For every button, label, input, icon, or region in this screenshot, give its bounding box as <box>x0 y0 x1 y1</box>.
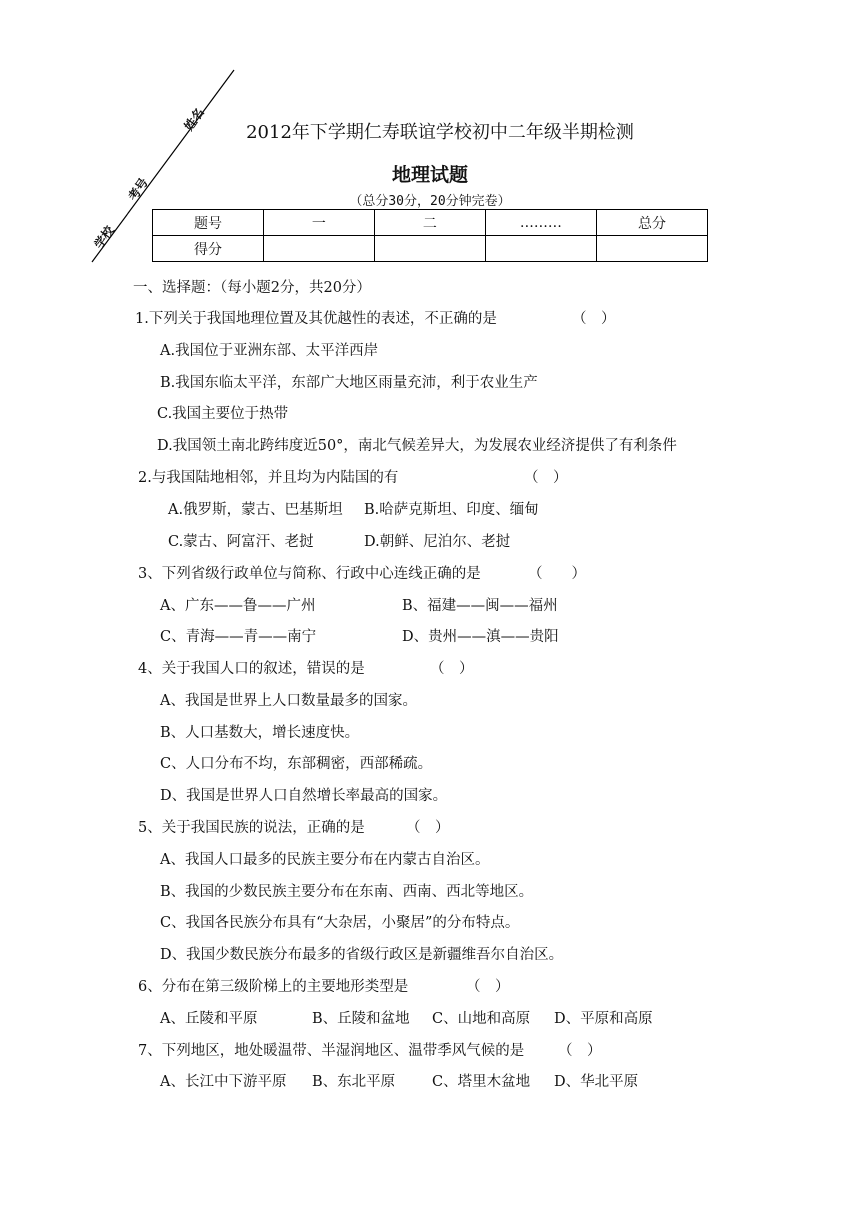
answer-blank[interactable]: （ ） <box>524 470 568 486</box>
option-c: C、人口分布不均，东部稠密，西部稀疏。 <box>160 756 433 772</box>
option-c: C、青海——青——南宁 <box>160 629 317 645</box>
answer-blank[interactable]: （ ） <box>430 661 474 677</box>
option-b: B.我国东临太平洋，东部广大地区雨量充沛，利于农业生产 <box>160 375 538 391</box>
question-stem: 5、关于我国民族的说法，正确的是 <box>138 820 365 836</box>
section-heading: 一、选择题：（每小题2分，共20分） <box>133 280 371 296</box>
option-a: A、长江中下游平原 <box>160 1074 287 1090</box>
score-cell[interactable] <box>374 236 485 262</box>
option-b: B、东北平原 <box>312 1074 396 1090</box>
question-stem: 3、下列省级行政单位与简称、行政中心连线正确的是 <box>138 566 481 582</box>
option-d: D、贵州——滇——贵阳 <box>402 629 559 645</box>
option-a: A、广东——鲁——广州 <box>160 598 316 614</box>
answer-blank[interactable]: （ ） <box>466 979 510 995</box>
option-c: C、山地和高原 <box>432 1011 531 1027</box>
option-b: B、福建——闽——福州 <box>402 598 558 614</box>
answer-blank[interactable]: （ ） <box>558 1043 602 1059</box>
header-cell: ……… <box>485 210 596 236</box>
exam-note: （总分30分，20分钟完卷） <box>349 194 511 209</box>
option-c: C、塔里木盆地 <box>432 1074 531 1090</box>
option-a: A.我国位于亚洲东部、太平洋西岸 <box>160 343 379 359</box>
option-d: D、我国是世界人口自然增长率最高的国家。 <box>160 788 448 804</box>
option-b: B、丘陵和盆地 <box>312 1011 410 1027</box>
option-b: B.哈萨克斯坦、印度、缅甸 <box>364 502 539 518</box>
option-c: C、我国各民族分布具有“大杂居，小聚居”的分布特点。 <box>160 915 520 931</box>
question-stem: 4、关于我国人口的叙述，错误的是 <box>138 661 365 677</box>
exam-title: 2012年下学期仁寿联谊学校初中二年级半期检测 <box>246 122 634 143</box>
score-cell[interactable] <box>485 236 596 262</box>
option-c: C.我国主要位于热带 <box>157 406 289 422</box>
header-cell: 总分 <box>597 210 708 236</box>
answer-blank[interactable]: （ ） <box>406 820 450 836</box>
question-stem: 6、分布在第三级阶梯上的主要地形类型是 <box>138 979 409 995</box>
option-a: A.俄罗斯，蒙古、巴基斯坦 <box>168 502 343 518</box>
score-cell[interactable] <box>263 236 374 262</box>
row-label-cell: 得分 <box>153 236 264 262</box>
question-stem: 7、下列地区，地处暖温带、半湿润地区、温带季风气候的是 <box>138 1043 525 1059</box>
option-b: B、人口基数大，增长速度快。 <box>160 725 360 741</box>
option-d: D.朝鲜、尼泊尔、老挝 <box>364 534 511 550</box>
question-stem: 1.下列关于我国地理位置及其优越性的表述，不正确的是 <box>135 311 497 327</box>
score-table-header-row <box>153 210 708 236</box>
option-a: A、我国是世界上人口数量最多的国家。 <box>160 693 417 709</box>
option-a: A、丘陵和平原 <box>160 1011 258 1027</box>
answer-blank[interactable]: （ ） <box>572 311 616 327</box>
exam-number-label: 考号 <box>125 175 151 204</box>
option-b: B、我国的少数民族主要分布在东南、西南、西北等地区。 <box>160 884 534 900</box>
name-label: 姓名 <box>181 105 207 134</box>
option-d: D.我国领土南北跨纬度近50°，南北气候差异大，为发展农业经济提供了有利条件 <box>157 438 677 454</box>
score-cell[interactable] <box>597 236 708 262</box>
question-stem: 2.与我国陆地相邻，并且均为内陆国的有 <box>138 470 399 486</box>
score-table-score-row <box>153 236 708 262</box>
option-d: D、平原和高原 <box>554 1011 653 1027</box>
answer-blank[interactable]: （ ） <box>528 566 586 582</box>
option-d: D、我国少数民族分布最多的省级行政区是新疆维吾尔自治区。 <box>160 947 564 963</box>
header-cell: 一 <box>263 210 374 236</box>
school-label: 学校 <box>91 223 117 252</box>
header-cell: 二 <box>374 210 485 236</box>
score-table <box>152 209 708 262</box>
header-cell: 题号 <box>153 210 264 236</box>
subject-title: 地理试题 <box>391 164 468 186</box>
option-c: C.蒙古、阿富汗、老挝 <box>168 534 314 550</box>
option-a: A、我国人口最多的民族主要分布在内蒙古自治区。 <box>160 852 490 868</box>
option-d: D、华北平原 <box>554 1074 639 1090</box>
